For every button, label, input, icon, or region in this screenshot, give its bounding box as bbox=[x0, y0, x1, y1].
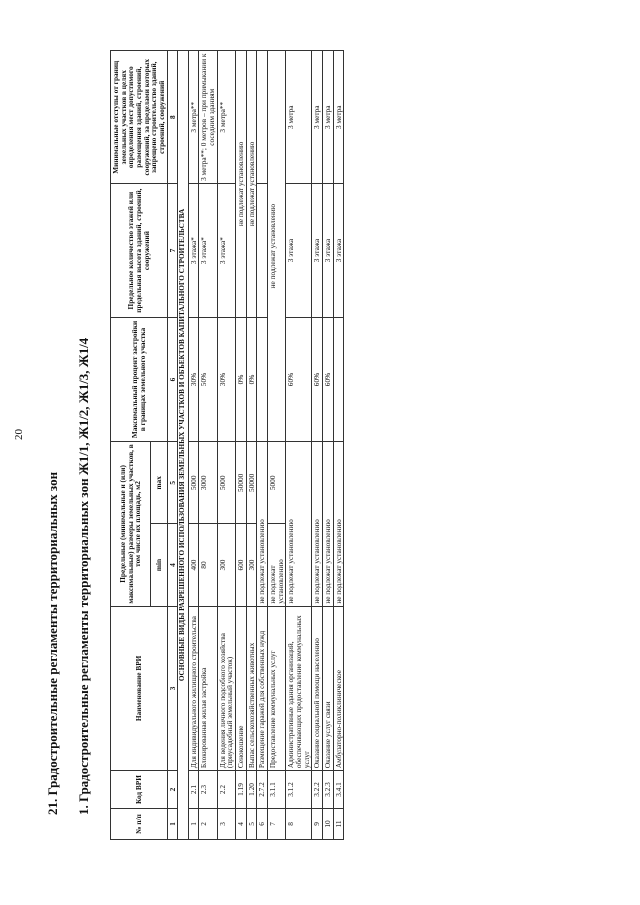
cell-num: 6 bbox=[257, 808, 268, 839]
cell-percent: 0% bbox=[236, 317, 247, 441]
header-size: Предельные (минимальные и (или) максимальные) размеры земельных участков, в том числе их площадь, м2 bbox=[111, 442, 151, 606]
table-row bbox=[246, 51, 257, 840]
table-row bbox=[236, 51, 247, 840]
cell-percent: 30% bbox=[188, 317, 199, 441]
cell-name: Оказание услуг связи bbox=[323, 606, 334, 770]
cell-max: 50000 bbox=[236, 442, 247, 524]
cell-name: Оказание социальной помощи населению bbox=[312, 606, 323, 770]
cell-code: 1.19 bbox=[236, 771, 247, 809]
cell-merged: не подлежат установлению bbox=[286, 442, 312, 606]
cell-code: 3.2.3 bbox=[323, 771, 334, 809]
table-row bbox=[188, 51, 199, 840]
cell-code: 1.20 bbox=[246, 771, 257, 809]
cell-setback: 3 метра**; 0 метров – при примыкании к соседним зданиям bbox=[199, 51, 217, 184]
regulations-table bbox=[110, 50, 344, 840]
col-number: 8 bbox=[167, 51, 178, 184]
cell-name: Административные здания организаций, обеспечивающих предоставление коммунальных услуг bbox=[286, 606, 312, 770]
cell-empty bbox=[257, 51, 268, 184]
cell-min: 400 bbox=[188, 524, 199, 606]
cell-min: 300 bbox=[246, 524, 257, 606]
cell-empty bbox=[257, 184, 268, 317]
cell-setback: 3 метра** bbox=[188, 51, 199, 184]
cell-code: 3.2.2 bbox=[312, 771, 323, 809]
cell-num: 3 bbox=[217, 808, 235, 839]
cell-max: 5000 bbox=[217, 442, 235, 524]
cell-merged: не подлежат установлению bbox=[323, 442, 334, 606]
cell-floors: 3 этажа* bbox=[188, 184, 199, 317]
table-row bbox=[199, 51, 217, 840]
cell-merged: не подлежат установлению bbox=[333, 442, 344, 606]
cell-code: 2.3 bbox=[199, 771, 217, 809]
col-number: 6 bbox=[167, 317, 178, 441]
cell-name: Амбулаторно-поликлиническое bbox=[333, 606, 344, 770]
cell-max: 3000 bbox=[199, 442, 217, 524]
cell-num: 11 bbox=[333, 808, 344, 839]
cell-name: Для ведения личного подсобного хозяйства (приусадебный земельный участок) bbox=[217, 606, 235, 770]
header-floors: Предельное количество этажей или предельная высота зданий, строений, сооружений bbox=[111, 184, 168, 317]
subsection-heading: 1. Градостроительные регламенты территориальных зон Ж1/1, Ж1/2, Ж1/3, Ж1/4 bbox=[76, 337, 91, 815]
header-percent: Максимальный процент застройки в границах земельного участка bbox=[111, 317, 168, 441]
cell-num: 10 bbox=[323, 808, 334, 839]
cell-min: 600 bbox=[236, 524, 247, 606]
header-setback: Минимальные отступы от границ земельных участков в целях определения мест допустимого размещения зданий, строений, сооружений, за пределами которых запрещено строительство зданий, строений, сооружений bbox=[111, 51, 168, 184]
cell-max: 50000 bbox=[246, 442, 257, 524]
cell-min: не подлежат установлению bbox=[268, 524, 286, 606]
cell-percent: 50% bbox=[199, 317, 217, 441]
header-num: № п/п bbox=[111, 808, 168, 839]
cell-empty bbox=[257, 317, 268, 441]
cell-code: 3.1.1 bbox=[268, 771, 286, 809]
cell-percent: 0% bbox=[246, 317, 257, 441]
cell-min: 80 bbox=[199, 524, 217, 606]
cell-setback: 3 метра bbox=[312, 51, 323, 184]
cell-num: 9 bbox=[312, 808, 323, 839]
cell-setback: 3 метра bbox=[286, 51, 312, 184]
cell-max: 5000 bbox=[188, 442, 199, 524]
section-heading: 21. Градостроительные регламенты территориальных зон bbox=[45, 471, 60, 815]
cell-setback: 3 метра bbox=[323, 51, 334, 184]
header-name: Наименование ВРИ bbox=[111, 606, 168, 770]
col-number: 4 bbox=[167, 524, 178, 606]
cell-merged: не подлежат установлению bbox=[312, 442, 323, 606]
cell-percent: 60% bbox=[286, 317, 312, 441]
cell-percent: 30% bbox=[217, 317, 235, 441]
cell-num: 4 bbox=[236, 808, 247, 839]
table-row bbox=[312, 51, 323, 840]
col-number: 2 bbox=[167, 771, 178, 809]
cell-num: 2 bbox=[199, 808, 217, 839]
cell-merged: не подлежат установлению bbox=[236, 51, 247, 318]
col-number: 1 bbox=[167, 808, 178, 839]
cell-code: 2.7.2 bbox=[257, 771, 268, 809]
cell-code: 3.1.2 bbox=[286, 771, 312, 809]
cell-merged: не подлежат установлению bbox=[257, 442, 268, 606]
cell-setback: 3 метра** bbox=[217, 51, 235, 184]
cell-code: 2.2 bbox=[217, 771, 235, 809]
cell-num: 7 bbox=[268, 808, 286, 839]
cell-code: 3.4.1 bbox=[333, 771, 344, 809]
cell-name: Выпас сельскохозяйственных животных bbox=[246, 606, 257, 770]
cell-name: Для индивидуального жилищного строительства bbox=[188, 606, 199, 770]
header-code: Код ВРИ bbox=[111, 771, 168, 809]
cell-setback: 3 метра bbox=[333, 51, 344, 184]
cell-name: Размещение гаражей для собственных нужд bbox=[257, 606, 268, 770]
cell-merged: не подлежат установлению bbox=[268, 51, 286, 442]
page-number: 20 bbox=[13, 429, 25, 440]
cell-name: Блокированная жилая застройка bbox=[199, 606, 217, 770]
section-title: ОСНОВНЫЕ ВИДЫ РАЗРЕШЕННОГО ИСПОЛЬЗОВАНИЯ ЗЕМЕЛЬНЫХ УЧАСТКОВ И ОБЪЕКТОВ КАПИТАЛЬНОГО СТРОИТЕЛЬСТВА bbox=[178, 51, 189, 840]
col-number: 7 bbox=[167, 184, 178, 317]
column-number-row bbox=[167, 51, 178, 840]
table-row bbox=[257, 51, 268, 840]
cell-floors: 3 этажа bbox=[312, 184, 323, 317]
cell-percent: 60% bbox=[323, 317, 334, 441]
cell-floors: 3 этажа* bbox=[199, 184, 217, 317]
cell-name: Сенокошение bbox=[236, 606, 247, 770]
table-row bbox=[323, 51, 334, 840]
cell-max: 5000 bbox=[268, 442, 286, 524]
cell-percent bbox=[333, 317, 344, 441]
cell-floors: 3 этажа bbox=[286, 184, 312, 317]
cell-percent: 60% bbox=[312, 317, 323, 441]
header-max: max bbox=[151, 442, 167, 524]
cell-merged: не подлежат установлению bbox=[246, 51, 257, 318]
table-row bbox=[268, 51, 286, 840]
cell-floors: 3 этажа* bbox=[217, 184, 235, 317]
cell-floors: 3 этажа bbox=[323, 184, 334, 317]
table-row bbox=[286, 51, 312, 840]
cell-name: Предоставление коммунальных услуг bbox=[268, 606, 286, 770]
col-number: 5 bbox=[167, 442, 178, 524]
col-number: 3 bbox=[167, 606, 178, 770]
header-min: min bbox=[151, 524, 167, 606]
cell-num: 5 bbox=[246, 808, 257, 839]
cell-num: 8 bbox=[286, 808, 312, 839]
cell-code: 2.1 bbox=[188, 771, 199, 809]
cell-num: 1 bbox=[188, 808, 199, 839]
cell-min: 300 bbox=[217, 524, 235, 606]
cell-floors: 3 этажа bbox=[333, 184, 344, 317]
table-row bbox=[333, 51, 344, 840]
section-title-row bbox=[178, 51, 189, 840]
table-row bbox=[217, 51, 235, 840]
